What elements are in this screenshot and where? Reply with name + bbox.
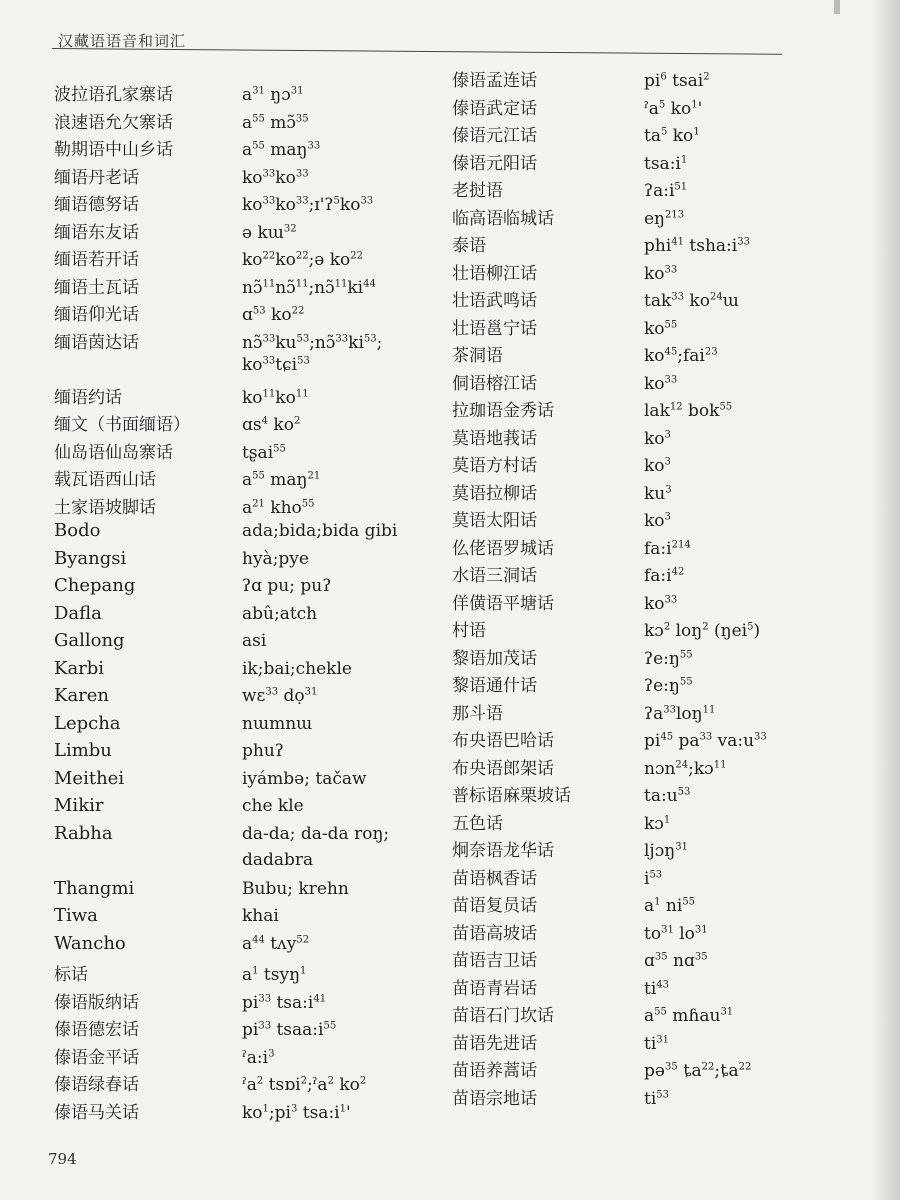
language-name: 炯奈语龙华话 bbox=[452, 841, 554, 861]
word-form: $a^{55}$ maŋ$^{21}$ bbox=[242, 470, 321, 490]
language-name: 布央语郎架话 bbox=[452, 758, 554, 779]
language-name: 傣语绿春话 bbox=[54, 1075, 139, 1095]
entry-row bbox=[50, 768, 420, 796]
word-form: ʔɑ pu; puʔ bbox=[242, 576, 332, 596]
entry-row bbox=[50, 493, 420, 521]
running-header: 汉藏语语音和词汇 bbox=[58, 32, 187, 50]
language-name: 缅语土瓦话 bbox=[54, 277, 139, 298]
entry-row bbox=[448, 1001, 848, 1029]
entry-row bbox=[448, 149, 848, 177]
language-name: 缅语丹老话 bbox=[54, 167, 139, 188]
word-form: $ko^1;pi^3$ $tsa:i^1'$ bbox=[242, 1102, 351, 1123]
entry-row bbox=[448, 699, 848, 727]
entry-row bbox=[448, 754, 848, 782]
word-form: $ko^{55}$ bbox=[644, 318, 678, 339]
word-form: $fa:i^{214}$ bbox=[644, 538, 691, 559]
word-form: phi$^{41}$ $tsha:i^{33}$ bbox=[644, 236, 750, 256]
entry-row bbox=[448, 94, 848, 122]
word-form: $ko^{33}$ bbox=[644, 593, 678, 614]
word-form: $ku^3$ bbox=[644, 483, 672, 504]
language-name: Meithei bbox=[54, 767, 125, 789]
entry-row bbox=[448, 314, 848, 342]
word-form: ada;bida;bida gibi bbox=[242, 521, 398, 541]
word-form: ljɔŋ$^{31}$ bbox=[644, 841, 688, 861]
language-name: Byangsi bbox=[54, 547, 127, 569]
word-form: $ko^{33}ko^{33};ɪ'ʔ^5ko^{33}$ bbox=[242, 195, 374, 215]
word-form: $ta:u^{53}$ bbox=[644, 786, 691, 806]
word-form: $ko^{33}$ bbox=[644, 373, 678, 394]
entry-row bbox=[448, 561, 848, 589]
word-form: $pi^6$ tsai$^2$ bbox=[644, 71, 710, 91]
entry-row bbox=[448, 616, 848, 644]
entry-row bbox=[50, 80, 420, 108]
word-form: $ʔe:ŋ^{55}$ bbox=[644, 676, 693, 696]
left-column bbox=[50, 80, 420, 1125]
word-form: $a^{55}$ mɔ̃$^{35}$ bbox=[242, 112, 309, 133]
word-form: $a^{44}$ tʌy$^{52}$ bbox=[242, 933, 310, 954]
language-name: Mikir bbox=[54, 795, 104, 816]
language-name: 浪速语允欠寨话 bbox=[54, 112, 173, 133]
language-name: 老挝语 bbox=[452, 181, 503, 201]
entry-row bbox=[50, 548, 420, 576]
word-form: $ko^3$ bbox=[644, 511, 671, 531]
language-name: 缅语若开话 bbox=[54, 250, 139, 270]
entry-row bbox=[50, 245, 420, 273]
language-name: Chepang bbox=[54, 575, 136, 596]
language-name: 莫语拉柳话 bbox=[452, 483, 537, 504]
entry-row bbox=[448, 809, 848, 837]
language-name: Lepcha bbox=[54, 712, 121, 734]
language-name: 勒期语中山乡话 bbox=[54, 140, 173, 160]
word-form: $ko^{22}ko^{22};ə$ $ko^{22}$ bbox=[242, 250, 364, 270]
word-form: $ko^{33}tɕi^{53}$ bbox=[242, 355, 310, 375]
language-name: 苗语青岩话 bbox=[452, 978, 537, 999]
entry-row bbox=[448, 534, 848, 562]
word-form: $tsa:i^1$ bbox=[644, 153, 688, 174]
word-form: $to^{31}$ $lo^{31}$ bbox=[644, 923, 708, 944]
entry-row bbox=[448, 231, 848, 259]
language-name: 苗语石门坎话 bbox=[452, 1006, 554, 1026]
language-name: 壮语邕宁话 bbox=[452, 318, 537, 339]
entry-row bbox=[448, 781, 848, 809]
language-name: Tiwa bbox=[54, 905, 98, 926]
entry-row bbox=[448, 506, 848, 534]
word-form: lak$^{12}$ bok$^{55}$ bbox=[644, 401, 733, 421]
language-name: 佯僙语平塘话 bbox=[452, 593, 554, 614]
language-name: 莫语方村话 bbox=[452, 456, 537, 476]
entry-row bbox=[50, 1070, 420, 1098]
language-name: 苗语枫香话 bbox=[452, 868, 537, 889]
language-name: 缅语仰光话 bbox=[54, 305, 139, 325]
language-name: 傣语元江话 bbox=[452, 126, 537, 146]
language-name: 傣语马关话 bbox=[54, 1102, 139, 1123]
entry-row bbox=[448, 369, 848, 397]
word-form: che kle bbox=[242, 796, 304, 816]
language-name: 水语三洞话 bbox=[452, 566, 537, 586]
language-name: 莫语地莪话 bbox=[452, 428, 537, 449]
word-form: ik;bai;chekle bbox=[242, 658, 352, 679]
entry-row bbox=[50, 520, 420, 548]
word-form: ɑs$^4$ $ko^2$ bbox=[242, 415, 301, 435]
header-rule bbox=[52, 48, 782, 55]
word-form: $i^{53}$ bbox=[644, 868, 663, 889]
entry-row bbox=[448, 66, 848, 94]
word-form: $ʔa:i^{51}$ bbox=[644, 181, 688, 201]
entry-row bbox=[50, 355, 420, 383]
word-form: hyà;pye bbox=[242, 548, 309, 569]
word-form: nɔn$^{24}$;kɔ$^{11}$ bbox=[644, 758, 727, 779]
entry-row bbox=[50, 190, 420, 218]
language-name: 缅语德努话 bbox=[54, 195, 139, 215]
page-corner-mark bbox=[834, 0, 840, 14]
word-form: $pi^{33}$ $tsa:i^{41}$ bbox=[242, 992, 327, 1013]
entry-row bbox=[50, 905, 420, 933]
word-form: khai bbox=[242, 906, 279, 926]
entry-row bbox=[50, 273, 420, 301]
entry-row bbox=[448, 176, 848, 204]
entry-row bbox=[50, 740, 420, 768]
word-form: $a^1$ tsyŋ$^1$ bbox=[242, 965, 307, 985]
language-name: Karbi bbox=[54, 657, 105, 679]
entry-row bbox=[448, 479, 848, 507]
page-gutter-shadow bbox=[872, 0, 900, 1200]
language-name: 茶洞语 bbox=[452, 346, 503, 366]
word-form: ˀa$^2$ tsɒi$^2$;ˀa$^2$ $ko^2$ bbox=[242, 1075, 367, 1095]
entry-row bbox=[50, 1015, 420, 1043]
language-name: 傣语武定话 bbox=[452, 98, 537, 119]
entry-row bbox=[50, 988, 420, 1016]
entry-row bbox=[50, 960, 420, 988]
language-name: 苗语高坡话 bbox=[452, 923, 537, 944]
language-name: Gallong bbox=[54, 630, 125, 651]
language-name: 波拉语孔家寨话 bbox=[54, 85, 173, 105]
entry-row bbox=[448, 836, 848, 864]
language-name: 土家语坡脚话 bbox=[54, 497, 156, 518]
entry-row bbox=[448, 726, 848, 754]
language-name: Limbu bbox=[54, 740, 112, 761]
word-form: $ko^{11}ko^{11}$ bbox=[242, 387, 309, 408]
entry-row bbox=[50, 575, 420, 603]
word-form: kɔ$^1$ bbox=[644, 813, 671, 834]
entry-row bbox=[448, 451, 848, 479]
word-form: nɯmnɯ bbox=[242, 713, 313, 734]
entry-row bbox=[50, 713, 420, 741]
entry-row bbox=[50, 465, 420, 493]
entry-row bbox=[448, 424, 848, 452]
language-name: 黎语加茂话 bbox=[452, 648, 537, 669]
language-name: 仫佬语罗城话 bbox=[452, 538, 554, 559]
entry-row bbox=[448, 1029, 848, 1057]
entry-row bbox=[50, 1098, 420, 1126]
word-form: ɑ$^{53}$ $ko^{22}$ bbox=[242, 305, 305, 325]
entry-row bbox=[50, 135, 420, 163]
language-name: 标话 bbox=[54, 965, 88, 985]
right-column bbox=[448, 66, 848, 1111]
word-form: $a^{55}$ maŋ$^{33}$ bbox=[242, 140, 321, 160]
entry-row bbox=[50, 300, 420, 328]
language-name: 缅语东友话 bbox=[54, 222, 139, 243]
entry-row bbox=[50, 108, 420, 136]
entry-row bbox=[448, 396, 848, 424]
word-form: dadabra bbox=[242, 850, 314, 870]
entry-row bbox=[50, 218, 420, 246]
word-form: $ko^3$ bbox=[644, 428, 671, 449]
language-name: 苗语养蒿话 bbox=[452, 1061, 537, 1081]
language-name: 傣语德宏话 bbox=[54, 1020, 139, 1040]
language-name: Wancho bbox=[54, 932, 126, 954]
word-form: $ko^{33}$ bbox=[644, 263, 678, 284]
entry-row bbox=[448, 1084, 848, 1112]
word-form: $a^{55}$ mɦau$^{31}$ bbox=[644, 1006, 734, 1026]
language-name: Bodo bbox=[54, 520, 101, 541]
entry-row bbox=[448, 121, 848, 149]
word-form: $a^{31}$ ŋɔ$^{31}$ bbox=[242, 85, 304, 105]
entry-row bbox=[50, 383, 420, 411]
entry-row bbox=[50, 878, 420, 906]
language-name: 壮语柳江话 bbox=[452, 263, 537, 284]
entry-row bbox=[50, 410, 420, 438]
word-form: abû;atch bbox=[242, 603, 318, 624]
entry-row bbox=[50, 163, 420, 191]
language-name: 缅语约话 bbox=[54, 387, 122, 408]
word-form: $pi^{45}$ $pa^{33}$ $va:u^{33}$ bbox=[644, 731, 767, 751]
entry-row bbox=[50, 1043, 420, 1071]
entry-row bbox=[448, 864, 848, 892]
entry-row bbox=[448, 644, 848, 672]
language-name: 五色话 bbox=[452, 813, 503, 834]
word-form: $ko^{45};fai^{23}$ bbox=[644, 346, 718, 366]
word-form: kɔ$^2$ loŋ$^2$ (ŋei$^5$) bbox=[644, 621, 761, 641]
entry-row bbox=[50, 658, 420, 686]
language-name: Thangmi bbox=[54, 877, 135, 899]
language-name: 载瓦语西山话 bbox=[54, 470, 156, 490]
entry-row bbox=[448, 671, 848, 699]
language-name: 缅文（书面缅语） bbox=[54, 415, 190, 435]
language-name: 布央语巴哈话 bbox=[452, 731, 554, 751]
entry-row bbox=[448, 946, 848, 974]
language-name: 傣语元阳话 bbox=[452, 153, 537, 174]
word-form: ˀa$^5$ $ko^1'$ bbox=[644, 98, 703, 119]
entry-row bbox=[448, 589, 848, 617]
word-form: $ko^{33}ko^{33}$ bbox=[242, 167, 309, 188]
word-form: ə kɯ$^{32}$ bbox=[242, 222, 297, 243]
language-name: 莫语太阳话 bbox=[452, 511, 537, 531]
language-name: 临高语临城话 bbox=[452, 208, 554, 229]
entry-row bbox=[50, 933, 420, 961]
language-name: 侗语榕江话 bbox=[452, 373, 537, 394]
entry-row bbox=[50, 438, 420, 466]
language-name: 普标语麻栗坡话 bbox=[452, 786, 571, 806]
entry-row bbox=[50, 823, 420, 851]
word-form: pə$^{35}$ $ȶa^{22};ȶa^{22}$ bbox=[644, 1061, 752, 1081]
language-name: 苗语先进话 bbox=[452, 1033, 537, 1054]
word-form: $pi^{33}$ $tsaa:i^{55}$ bbox=[242, 1020, 337, 1040]
language-name: 拉珈语金秀话 bbox=[452, 401, 554, 421]
language-name: 壮语武鸣话 bbox=[452, 291, 537, 311]
entry-row bbox=[448, 1056, 848, 1084]
word-form: $ko^3$ bbox=[644, 456, 671, 476]
language-name: Karen bbox=[54, 685, 110, 706]
language-name: 泰语 bbox=[452, 236, 486, 256]
word-form: Bubu; krehn bbox=[242, 878, 349, 899]
word-form: $fa:i^{42}$ bbox=[644, 566, 685, 586]
word-form: $ˀa:i^3$ bbox=[242, 1047, 275, 1068]
entry-row bbox=[448, 204, 848, 232]
word-form: asi bbox=[242, 631, 267, 651]
word-form: $eŋ^{213}$ bbox=[644, 208, 685, 229]
entry-row bbox=[50, 850, 420, 878]
language-name: 仙岛语仙岛寨话 bbox=[54, 442, 173, 463]
word-form: $a^{21}$ kho$^{55}$ bbox=[242, 497, 315, 518]
word-form: tʂai$^{55}$ bbox=[242, 442, 286, 463]
entry-row bbox=[50, 328, 420, 356]
language-name: 缅语茵达话 bbox=[54, 332, 139, 353]
word-form: $ti^{43}$ bbox=[644, 978, 670, 999]
language-name: 傣语金平话 bbox=[54, 1047, 139, 1068]
entry-row bbox=[448, 919, 848, 947]
language-name: 苗语吉卫话 bbox=[452, 951, 537, 971]
word-form: $ʔe:ŋ^{55}$ bbox=[644, 648, 693, 669]
language-name: 傣语版纳话 bbox=[54, 992, 139, 1013]
entry-row bbox=[50, 603, 420, 631]
entry-row bbox=[448, 286, 848, 314]
word-form: $nɔ̃^{33}ku^{53};nɔ̃^{33}ki^{53}$; bbox=[242, 332, 383, 353]
entry-row bbox=[448, 341, 848, 369]
word-form: $ta^5$ $ko^1$ bbox=[644, 126, 700, 146]
entry-row bbox=[448, 259, 848, 287]
word-form: tak$^{33}$ $ko^{24}ɯ$ bbox=[644, 291, 739, 311]
language-name: Rabha bbox=[54, 822, 113, 844]
entry-row bbox=[448, 974, 848, 1002]
language-name: Dafla bbox=[54, 602, 102, 624]
entry-row bbox=[50, 685, 420, 713]
entry-row bbox=[448, 891, 848, 919]
language-name: 那斗语 bbox=[452, 703, 503, 724]
word-form: $ti^{53}$ bbox=[644, 1088, 670, 1109]
entry-row bbox=[50, 795, 420, 823]
word-form: wɛ$^{33}$ dọ$^{31}$ bbox=[242, 686, 318, 706]
word-form: $nɔ̃^{11}nɔ̃^{11};nɔ̃^{11}ki^{44}$ bbox=[242, 277, 376, 298]
word-form: ɑ$^{35}$ nɑ$^{35}$ bbox=[644, 951, 708, 971]
word-form: $ti^{31}$ bbox=[644, 1033, 670, 1054]
language-name: 苗语复员话 bbox=[452, 896, 537, 916]
entry-row bbox=[50, 630, 420, 658]
language-name: 苗语宗地话 bbox=[452, 1088, 537, 1109]
word-form: $a^1$ $ni^{55}$ bbox=[644, 896, 696, 916]
language-name: 傣语孟连话 bbox=[452, 71, 537, 91]
language-name: 村语 bbox=[452, 621, 486, 641]
word-form: ʔa$^{33}$loŋ$^{11}$ bbox=[644, 703, 716, 724]
page-number: 794 bbox=[48, 1150, 77, 1168]
word-form: iyámbə; tačaw bbox=[242, 768, 367, 789]
word-form: phuʔ bbox=[242, 741, 284, 761]
word-form: da-da; da-da roŋ; bbox=[242, 823, 390, 844]
language-name: 黎语通什话 bbox=[452, 676, 537, 696]
